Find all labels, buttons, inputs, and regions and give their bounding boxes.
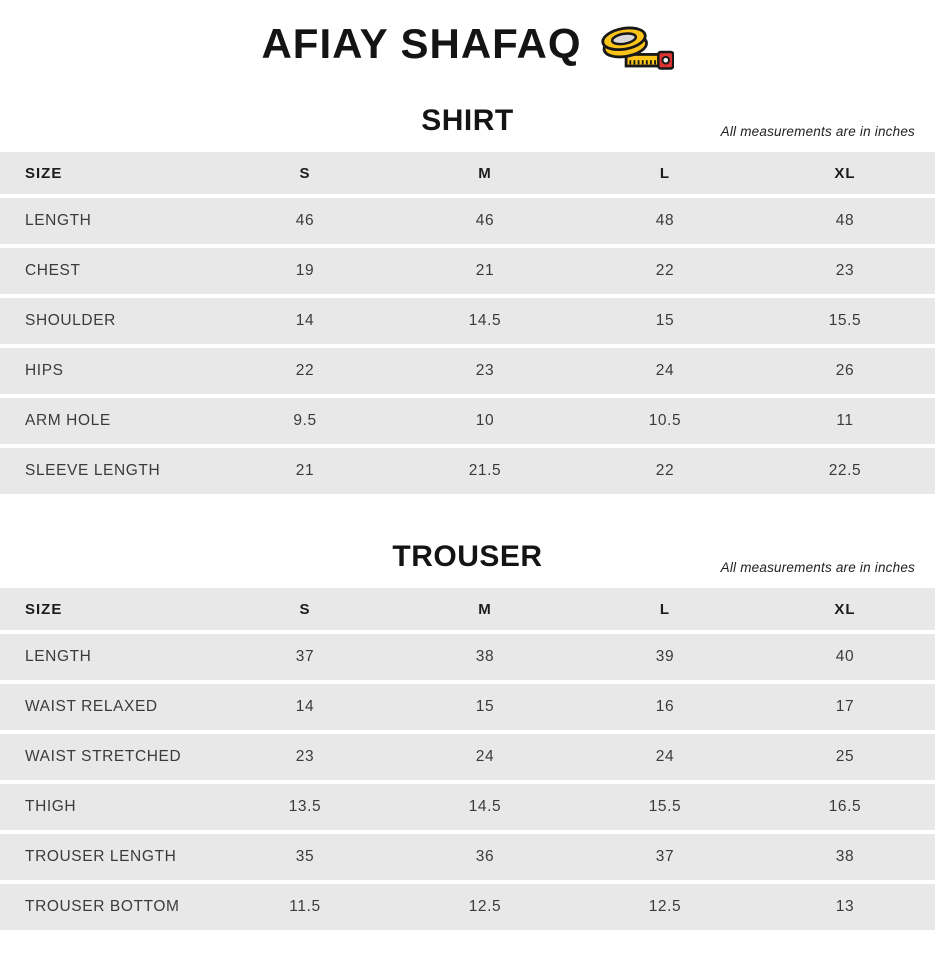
measurement-value: 10: [395, 398, 575, 444]
measurement-value: 22: [215, 348, 395, 394]
column-header-l: L: [575, 152, 755, 194]
section-title: SHIRT: [421, 104, 514, 137]
size-table-header: [0, 152, 935, 194]
measurement-value: 15: [575, 298, 755, 344]
measurement-value: 17: [755, 684, 935, 730]
measurement-value: 40: [755, 634, 935, 680]
measurement-value: 23: [395, 348, 575, 394]
measurement-value: 38: [755, 834, 935, 880]
row-label: CHEST: [0, 248, 215, 294]
column-header-m: M: [395, 152, 575, 194]
measurement-value: 23: [755, 248, 935, 294]
measurement-value: 14.5: [395, 784, 575, 830]
measurement-value: 38: [395, 634, 575, 680]
page-title: AFIAY SHAFAQ: [261, 20, 582, 67]
column-header-l: L: [575, 588, 755, 630]
section-title: TROUSER: [392, 540, 543, 573]
measurement-value: 13: [755, 884, 935, 930]
table-row: [0, 684, 935, 730]
measurement-value: 25: [755, 734, 935, 780]
table-row: [0, 448, 935, 494]
table-row: [0, 348, 935, 394]
measurement-value: 23: [215, 734, 395, 780]
measurement-value: 37: [215, 634, 395, 680]
tape-measure-icon: [598, 21, 674, 73]
measurement-value: 12.5: [395, 884, 575, 930]
section-heading-row: [0, 100, 935, 142]
row-label: HIPS: [0, 348, 215, 394]
measurement-value: 24: [575, 734, 755, 780]
row-label: THIGH: [0, 784, 215, 830]
size-table-header: [0, 588, 935, 630]
measurement-value: 37: [575, 834, 755, 880]
measurement-value: 48: [755, 198, 935, 244]
measurement-value: 21: [395, 248, 575, 294]
table-row: [0, 298, 935, 344]
row-label: SLEEVE LENGTH: [0, 448, 215, 494]
column-header-s: S: [215, 152, 395, 194]
measurement-value: 9.5: [215, 398, 395, 444]
row-label: SHOULDER: [0, 298, 215, 344]
section-heading-row: [0, 536, 935, 578]
measurement-value: 16.5: [755, 784, 935, 830]
table-row: [0, 734, 935, 780]
measurement-value: 36: [395, 834, 575, 880]
measurement-value: 35: [215, 834, 395, 880]
header-row: [0, 152, 935, 194]
measurement-value: 10.5: [575, 398, 755, 444]
measurement-value: 48: [575, 198, 755, 244]
measurement-value: 46: [395, 198, 575, 244]
column-header-m: M: [395, 588, 575, 630]
table-row: [0, 634, 935, 680]
row-label: WAIST STRETCHED: [0, 734, 215, 780]
measurement-note: All measurements are in inches: [720, 560, 915, 575]
measurement-value: 46: [215, 198, 395, 244]
measurement-value: 15.5: [575, 784, 755, 830]
row-label: LENGTH: [0, 634, 215, 680]
table-row: [0, 834, 935, 880]
table-row: [0, 398, 935, 444]
measurement-value: 14: [215, 684, 395, 730]
table-row: [0, 198, 935, 244]
row-label: TROUSER LENGTH: [0, 834, 215, 880]
measurement-value: 15: [395, 684, 575, 730]
row-label: ARM HOLE: [0, 398, 215, 444]
measurement-value: 14.5: [395, 298, 575, 344]
shirt-section: [0, 100, 935, 498]
column-header-size: SIZE: [0, 588, 215, 630]
measurement-value: 15.5: [755, 298, 935, 344]
size-table: [0, 148, 935, 498]
measurement-value: 11.5: [215, 884, 395, 930]
measurement-value: 13.5: [215, 784, 395, 830]
header-row: [0, 588, 935, 630]
trouser-section: [0, 536, 935, 934]
measurement-value: 24: [395, 734, 575, 780]
measurement-value: 21.5: [395, 448, 575, 494]
measurement-value: 12.5: [575, 884, 755, 930]
row-label: TROUSER BOTTOM: [0, 884, 215, 930]
measurement-value: 26: [755, 348, 935, 394]
measurement-value: 22: [575, 448, 755, 494]
measurement-value: 14: [215, 298, 395, 344]
measurement-value: 16: [575, 684, 755, 730]
measurement-value: 39: [575, 634, 755, 680]
size-table: [0, 584, 935, 934]
chart-sections: [0, 100, 935, 934]
measurement-note: All measurements are in inches: [720, 124, 915, 139]
measurement-value: 19: [215, 248, 395, 294]
measurement-value: 22: [575, 248, 755, 294]
row-label: LENGTH: [0, 198, 215, 244]
column-header-xl: XL: [755, 152, 935, 194]
measurement-value: 24: [575, 348, 755, 394]
table-row: [0, 248, 935, 294]
page-header: [0, 0, 935, 72]
measurement-value: 11: [755, 398, 935, 444]
column-header-s: S: [215, 588, 395, 630]
measurement-value: 21: [215, 448, 395, 494]
column-header-xl: XL: [755, 588, 935, 630]
measurement-value: 22.5: [755, 448, 935, 494]
column-header-size: SIZE: [0, 152, 215, 194]
row-label: WAIST RELAXED: [0, 684, 215, 730]
table-row: [0, 884, 935, 930]
table-row: [0, 784, 935, 830]
